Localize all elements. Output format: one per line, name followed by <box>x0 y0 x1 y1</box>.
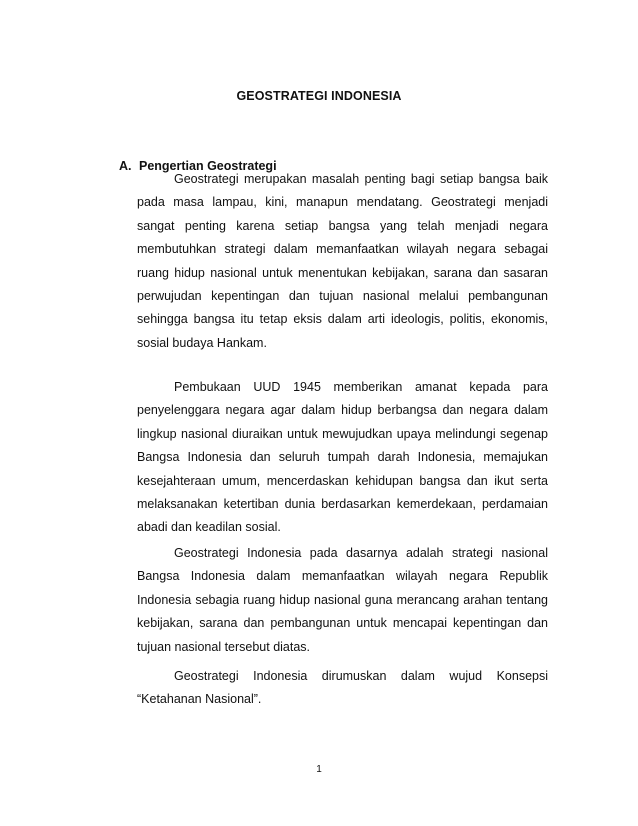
paragraph-1 <box>137 168 548 355</box>
paragraph-4-text: Geostrategi Indonesia dirumuskan dalam wujud Konsepsi “Ketahanan Nasional”. <box>137 669 548 707</box>
paragraph-2 <box>137 376 548 540</box>
section-heading-text: Pengertian Geostrategi <box>139 159 277 173</box>
document-title: GEOSTRATEGI INDONESIA <box>236 89 402 103</box>
paragraph-3-text: Geostrategi Indonesia pada dasarnya adalah strategi nasional Bangsa Indonesia dalam memanfaatkan wilayah negara Republik Indonesia sebagia ruang hidup nasional guna merancang arahan tentang kebijakan, sarana dan pembangunan untuk mencapai kepentingan dan tujuan nasional tersebut diatas. <box>137 546 548 654</box>
page-number: 1 <box>316 764 322 775</box>
paragraph-2-text: Pembukaan UUD 1945 memberikan amanat kepada para penyelenggara negara agar dalam hidup berbangsa dan negara dalam lingkup nasional diuraikan untuk mewujudkan upaya melindungi segenap Bangsa Indonesia dan seluruh tumpah darah Indonesia, memajukan kesejahteraan umum, mencerdaskan kehidupan bangsa dan ikut serta melaksanakan ketertiban dunia berdasarkan kemerdekaan, perdamaian abadi dan keadilan sosial. <box>137 380 548 535</box>
section-letter: A. <box>119 159 132 173</box>
paragraph-1-text: Geostrategi merupakan masalah penting bagi setiap bangsa baik pada masa lampau, kini, manapun mendatang. Geostrategi menjadi sangat penting karena setiap bangsa yang telah menjadi negara membutuhkan strategi dalam memanfaatkan wilayah negara sebagai ruang hidup nasional untuk menentukan kebijakan, sarana dan sasaran perwujudan kepentingan dan tujuan nasional melalui pembangunan sehingga bangsa itu tetap eksis dalam arti ideologis, politis, ekonomis, sosial budaya Hankam. <box>137 172 548 350</box>
paragraph-4 <box>137 665 548 712</box>
paragraph-3 <box>137 542 548 659</box>
